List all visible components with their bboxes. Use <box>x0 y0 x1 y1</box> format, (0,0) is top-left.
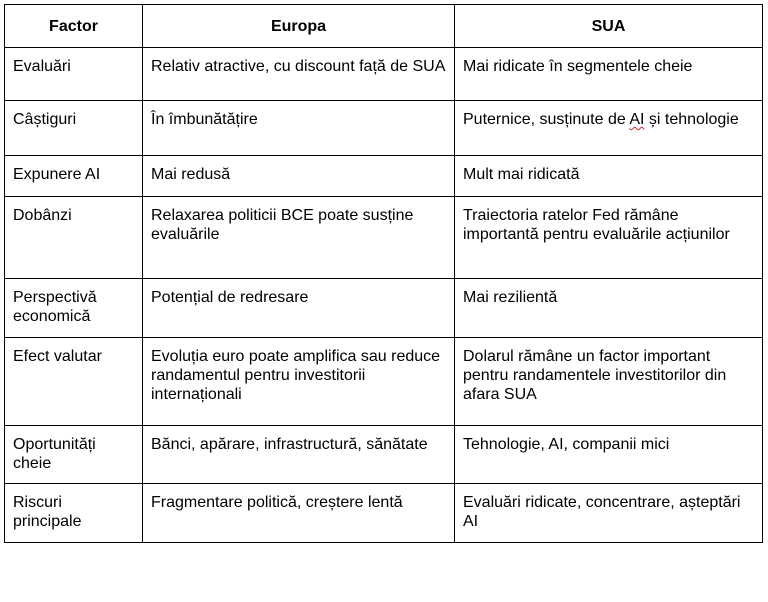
table-row <box>5 48 763 101</box>
factor-text: Câștiguri <box>13 111 77 128</box>
table-row <box>5 338 763 426</box>
cell-sua <box>455 101 763 156</box>
europa-text: Evoluția euro poate amplifica sau reduce randamentul pentru investitorii internaționali <box>151 348 441 403</box>
table-row <box>5 484 763 543</box>
cell-europa <box>143 279 455 338</box>
sua-text: Traiectoria ratelor Fed rămâne importantă pentru evaluările acțiunilor <box>463 207 730 243</box>
header-factor: Factor <box>5 5 143 48</box>
cell-europa <box>143 101 455 156</box>
sua-text: Evaluări ridicate, concentrare, așteptări AI <box>463 494 741 530</box>
cell-factor <box>5 197 143 279</box>
cell-factor <box>5 279 143 338</box>
europa-text: În îmbunătățire <box>151 111 258 128</box>
cell-europa <box>143 48 455 101</box>
header-europa: Europa <box>143 5 455 48</box>
sua-text: Dolarul rămâne un factor important pentru randamentele investitorilor din afara SUA <box>463 348 727 403</box>
sua-text: Mai rezilientă <box>463 289 558 306</box>
sua-text-after: și tehnologie <box>644 111 739 128</box>
cell-factor <box>5 426 143 484</box>
cell-factor <box>5 101 143 156</box>
sua-text: Mult mai ridicată <box>463 166 580 183</box>
cell-sua <box>455 197 763 279</box>
europa-text: Potențial de redresare <box>151 289 309 306</box>
sua-text: Tehnologie, AI, companii mici <box>463 436 670 453</box>
factor-text: Efect valutar <box>13 348 102 365</box>
cell-europa <box>143 156 455 197</box>
table-row <box>5 426 763 484</box>
factor-text: Riscuri principale <box>13 494 82 530</box>
header-row <box>5 5 763 48</box>
sua-text: Mai ridicate în segmentele cheie <box>463 58 693 75</box>
cell-sua <box>455 48 763 101</box>
table-row <box>5 101 763 156</box>
sua-text-before: Puternice, susținute de <box>463 111 630 128</box>
europa-text: Fragmentare politică, creștere lentă <box>151 494 403 511</box>
factor-text: Oportunități cheie <box>13 436 96 472</box>
table-row <box>5 197 763 279</box>
cell-sua <box>455 279 763 338</box>
comparison-table <box>4 4 763 543</box>
cell-europa <box>143 484 455 543</box>
sua-text <box>463 101 754 129</box>
cell-sua <box>455 484 763 543</box>
factor-text: Perspectivă economică <box>13 289 97 325</box>
europa-text: Relaxarea politicii BCE poate susține evaluările <box>151 207 414 243</box>
europa-text: Relativ atractive, cu discount față de SUA <box>151 58 446 75</box>
header-sua: SUA <box>455 5 763 48</box>
table-row <box>5 156 763 197</box>
europa-text: Bănci, apărare, infrastructură, sănătate <box>151 436 428 453</box>
cell-factor <box>5 484 143 543</box>
cell-europa <box>143 426 455 484</box>
cell-europa <box>143 197 455 279</box>
factor-text: Evaluări <box>13 58 71 75</box>
cell-europa <box>143 338 455 426</box>
factor-text: Dobânzi <box>13 207 72 224</box>
cell-sua <box>455 338 763 426</box>
spellcheck-flagged-word[interactable]: AI <box>629 111 645 128</box>
table-row <box>5 279 763 338</box>
factor-text: Expunere AI <box>13 166 101 183</box>
cell-factor <box>5 156 143 197</box>
cell-factor <box>5 48 143 101</box>
cell-factor <box>5 338 143 426</box>
cell-sua <box>455 426 763 484</box>
cell-sua <box>455 156 763 197</box>
europa-text: Mai redusă <box>151 166 231 183</box>
